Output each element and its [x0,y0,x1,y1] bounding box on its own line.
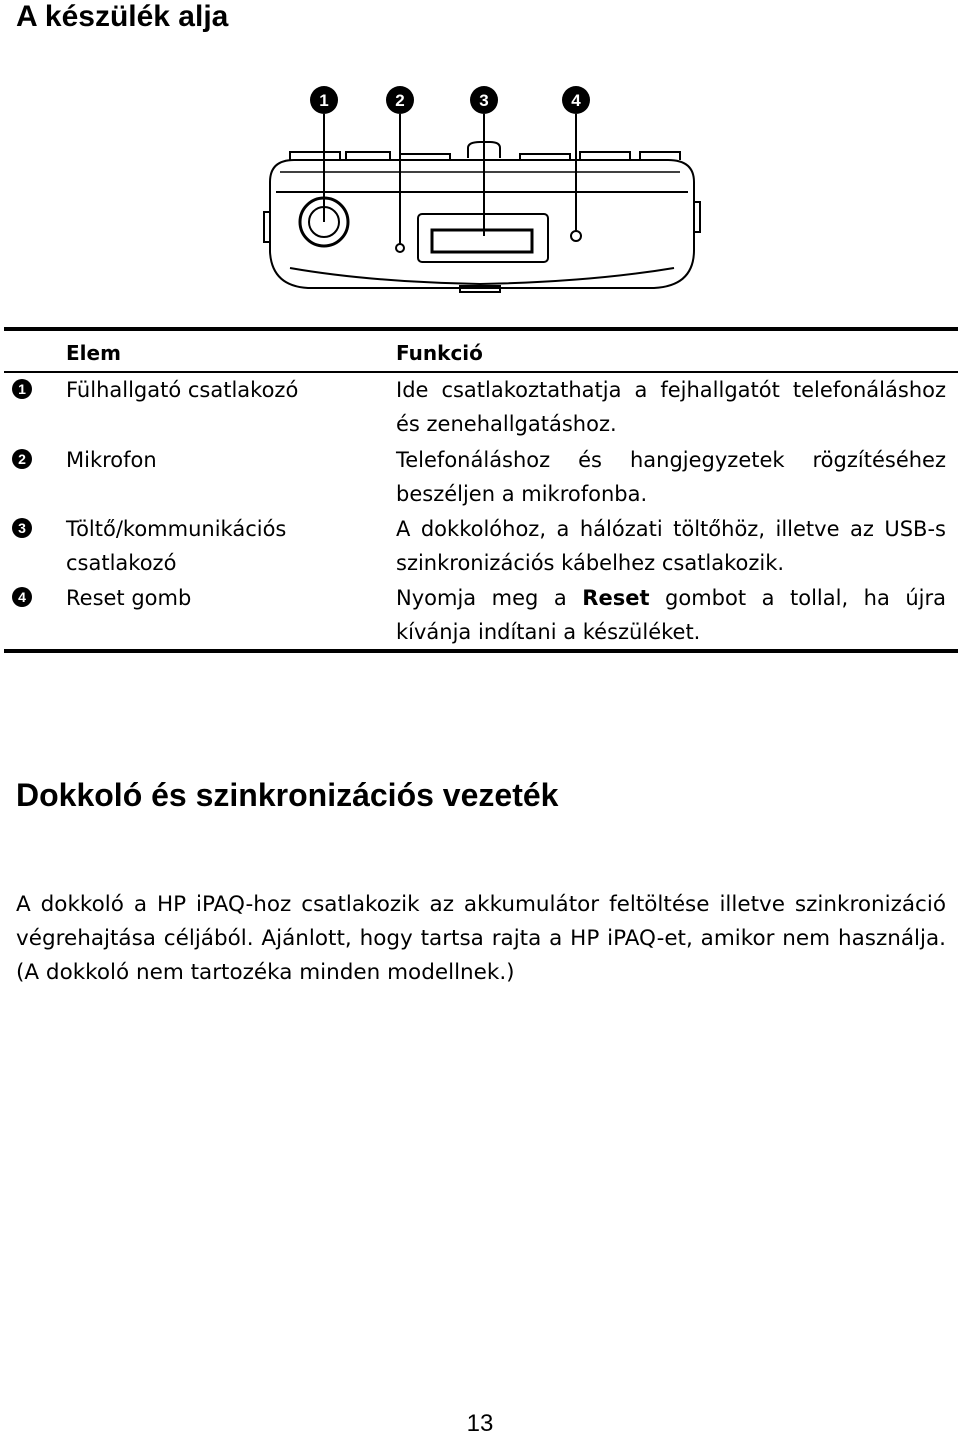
callout-2-label: 2 [395,91,405,110]
row-func: Telefonáláshoz és hangjegyzetek rögzítéséhez beszéljen a mikrofonba. [396,448,946,506]
table-row [4,373,958,443]
callout-4-label: 4 [571,91,581,110]
row-elem: Mikrofon [66,448,157,472]
callout-3-label: 3 [479,91,489,110]
row-elem: Töltő/kommunikációs csatlakozó [66,517,287,575]
table-row [4,581,958,649]
row-func: Ide csatlakoztathatja a fejhallgatót telefonáláshoz és zenehallgatáshoz. [396,378,946,436]
row-func-bold: Reset [582,586,650,610]
page-number: 13 [466,1410,494,1437]
callout-2 [386,86,414,244]
row-func [396,581,946,649]
row-func: A dokkolóhoz, a hálózati töltőhöz, illetve az USB-s szinkronizációs kábelhez csatlakozik. [396,517,946,575]
header-func: Funkció [396,341,483,365]
device-bottom-figure [250,72,710,302]
row-func-pre: Nyomja meg a [396,586,583,610]
row-number-badge: 2 [12,449,32,469]
row-elem: Fülhallgató csatlakozó [66,378,299,402]
row-number-badge: 1 [12,379,32,399]
row-number-badge: 3 [12,518,32,538]
section-title: Dokkoló és szinkronizációs vezeték [16,777,559,813]
row-func-post: gombot a tollal, ha újra kívánja indítani a készüléket. [396,586,946,644]
device-bottom-diagram [250,72,710,302]
component-table [4,327,958,653]
device-outline [264,142,700,292]
callout-1-label: 1 [319,91,329,110]
table-header [4,331,958,373]
table-row [4,443,958,512]
section-paragraph: A dokkoló a HP iPAQ-hoz csatlakozik az akkumulátor feltöltése illetve szinkronizáció végrehajtása céljából. Ajánlott, hogy tartsa rajta a HP iPAQ-et, amikor nem használja. (A dokkoló nem tartozéka minden modellnek.) [16,892,946,985]
header-elem: Elem [66,341,121,365]
table-row [4,512,958,581]
page-title: A készülék alja [16,0,229,33]
row-elem: Reset gomb [66,586,192,610]
row-number-badge: 4 [12,587,32,607]
